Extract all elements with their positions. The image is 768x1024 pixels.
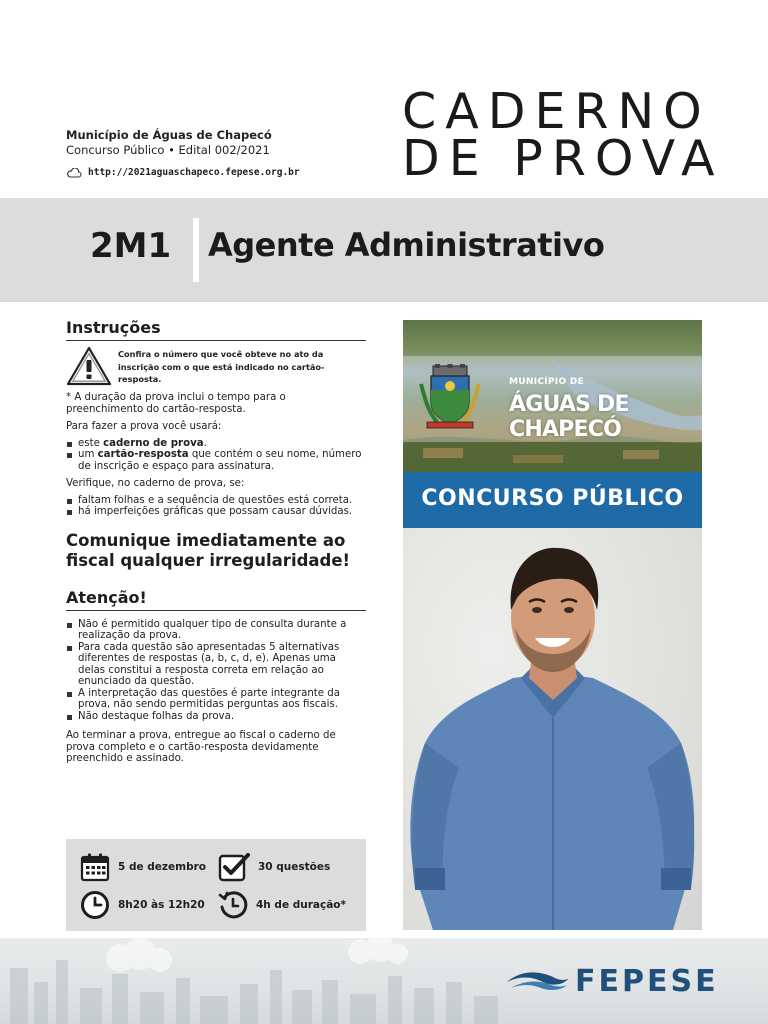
date-cell	[80, 852, 206, 882]
duration-note: * A duração da prova inclui o tempo para o preenchimento do cartão-resposta.	[66, 392, 286, 415]
use-list	[66, 438, 366, 473]
duration-cell	[218, 890, 346, 920]
municipality-name: Município de Águas de Chapecó	[66, 128, 272, 142]
warning-row	[66, 346, 366, 386]
instructions-column	[66, 318, 366, 765]
concurso-banner	[403, 472, 702, 528]
exam-url-link[interactable]: http://2021aguaschapeco.fepese.org.br	[88, 167, 300, 178]
exam-info-box	[66, 839, 366, 931]
url-row[interactable]	[66, 167, 300, 178]
exam-time: 8h20 às 12h20	[118, 899, 205, 911]
list-item: este caderno de prova.	[66, 438, 366, 450]
list-item: A interpretação das questões é parte integrante da prova, não sendo permitidas perguntas aos fiscais.	[66, 688, 366, 711]
role-title: Agente Administrativo	[208, 226, 605, 264]
exam-date: 5 de dezembro	[118, 861, 206, 873]
checkbox-icon	[218, 852, 250, 882]
exam-duration: 4h de duração*	[256, 899, 346, 911]
header-info	[66, 128, 300, 178]
photo-background	[403, 528, 702, 930]
exam-code: 2M1	[90, 226, 172, 266]
concurso-banner-text: CONCURSO PÚBLICO	[421, 486, 684, 511]
poster-muni-small: MUNICÍPIO DE	[509, 377, 585, 387]
list-item: Não destaque folhas da prova.	[66, 711, 366, 723]
title-line-2: DE PROVA	[402, 130, 724, 187]
instructions-heading: Instruções	[66, 318, 366, 341]
person-photo	[403, 528, 702, 930]
question-count: 30 questões	[258, 861, 331, 873]
list-item: um cartão-resposta que contém o seu nome, número de inscrição e espaço para assinatura.	[66, 449, 366, 472]
role-band	[0, 198, 768, 302]
closing-text: Ao terminar a prova, entregue ao fiscal o caderno de prova completo e o cartão-resposta devidamente preenchido e assinado.	[66, 730, 336, 764]
footer-band	[0, 938, 768, 1024]
fepese-wave-logo	[505, 968, 571, 992]
cloud-icon	[66, 168, 82, 178]
timer-icon	[218, 890, 248, 920]
questions-cell	[218, 852, 330, 882]
list-item: Para cada questão são apresentadas 5 alternativas diferentes de respostas (a, b, c, d, e). Apenas uma delas constitui a resposta correta em relação ao enunciado da questão.	[66, 642, 366, 688]
edital-line: Concurso Público • Edital 002/2021	[66, 143, 270, 157]
fepese-brand: FEPESE	[575, 964, 719, 999]
warning-text: Confira o número que você obteve no ato da inscrição com o que está indicado no cartão-resposta.	[118, 349, 325, 384]
band-divider	[193, 218, 199, 282]
warning-icon	[66, 346, 112, 386]
title-line-1: CADERNO	[402, 83, 711, 140]
clock-icon	[80, 890, 110, 920]
coat-of-arms-icon	[419, 364, 481, 430]
list-item: faltam folhas e a sequência de questões está correta.	[66, 495, 366, 507]
time-cell	[80, 890, 205, 920]
verify-intro: Verifique, no caderno de prova, se:	[66, 478, 245, 489]
cover-poster	[403, 320, 702, 930]
verify-list	[66, 495, 366, 518]
calendar-icon	[80, 852, 110, 882]
page-title	[402, 83, 724, 187]
list-item: há imperfeições gráficas que possam causar dúvidas.	[66, 506, 366, 518]
communicate-notice: Comunique imediatamente ao fiscal qualquer irregularidade!	[66, 530, 351, 570]
attention-list	[66, 619, 366, 723]
poster-muni-big: ÁGUAS DE CHAPECÓ	[509, 392, 629, 442]
attention-heading: Atenção!	[66, 588, 366, 611]
use-intro: Para fazer a prova você usará:	[66, 421, 222, 432]
list-item: Não é permitido qualquer tipo de consulta durante a realização da prova.	[66, 619, 366, 642]
